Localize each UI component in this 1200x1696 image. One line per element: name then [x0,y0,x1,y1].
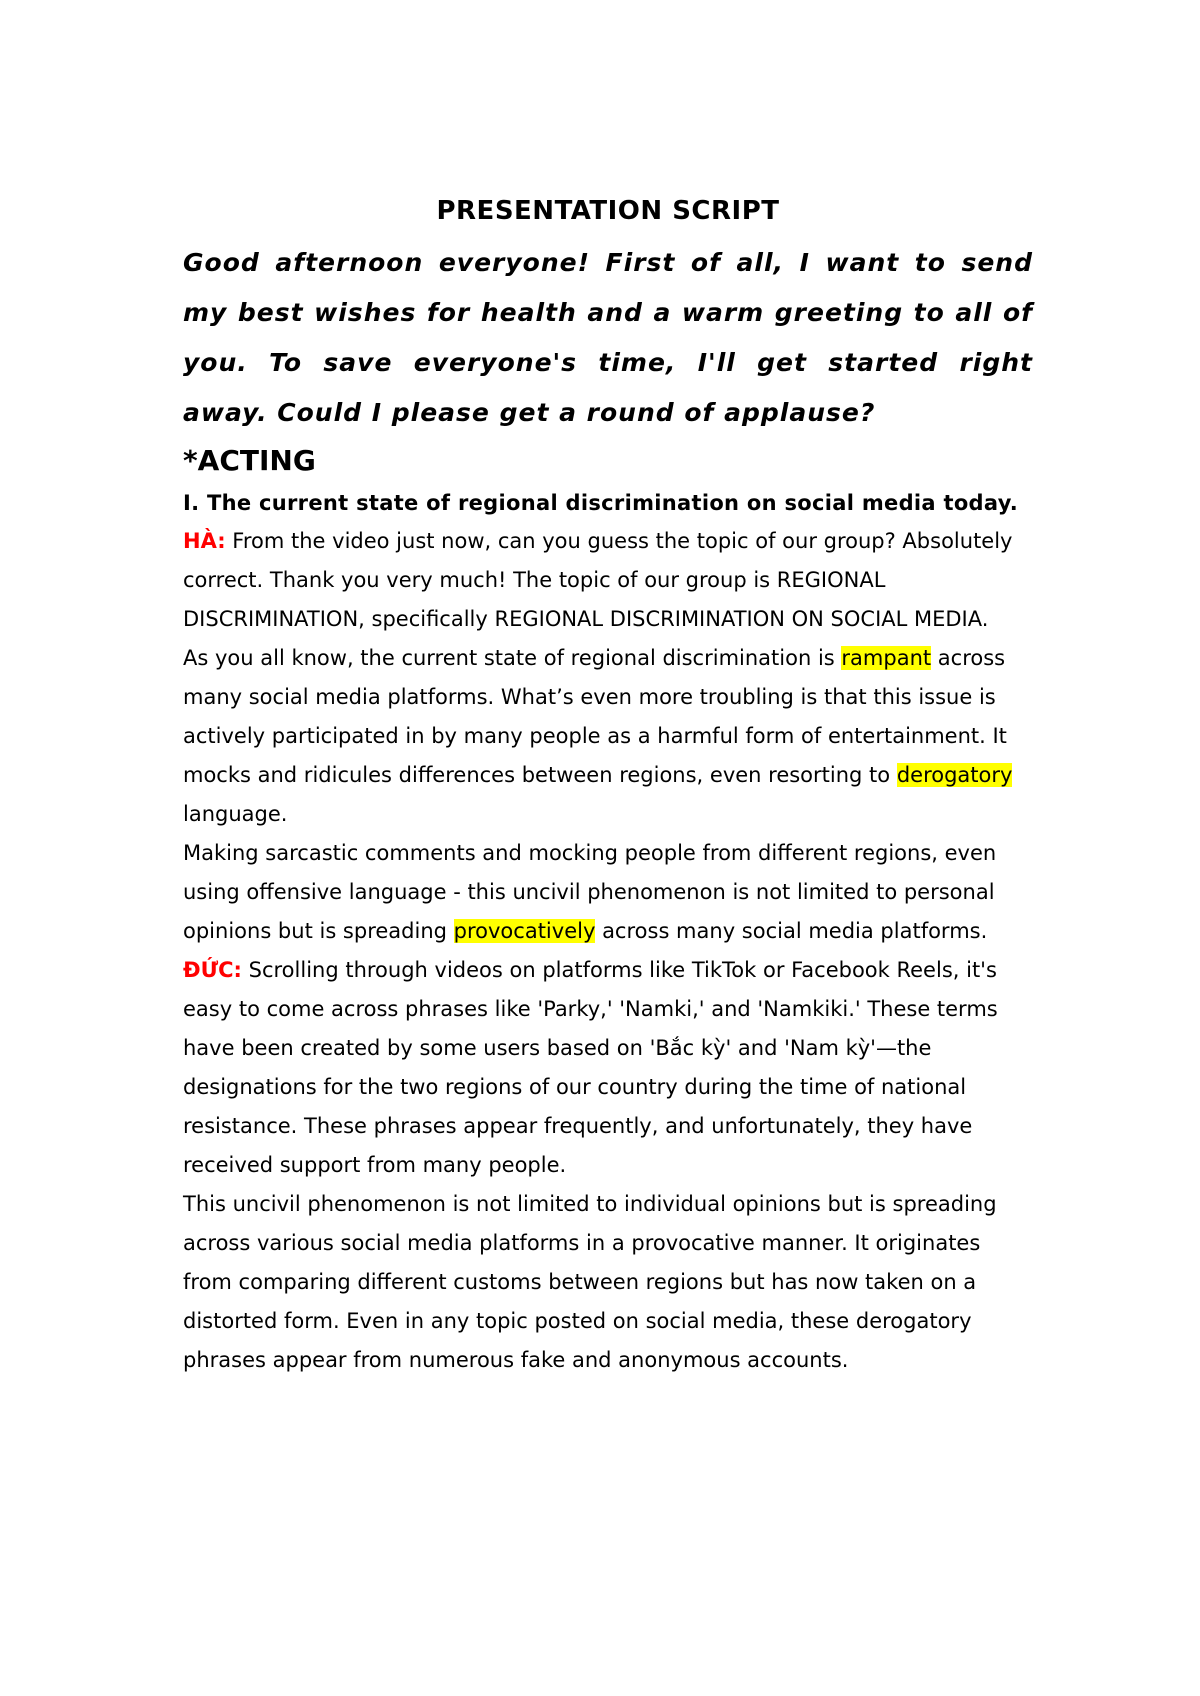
paragraph-text: across many social media platforms. [595,919,988,943]
paragraph-text: Making sarcastic comments and mocking people from different regions, even using offensive language - this uncivil phenomenon is not limited to personal opinions but is spreading [183,841,997,943]
paragraph-current-state [183,639,1033,834]
paragraph-text: As you all know, the current state of regional discrimination is [183,646,842,670]
highlighted-word-derogatory: derogatory [896,763,1013,787]
paragraph-text: From the video just now, can you guess the topic of our group? Absolutely correct. Thank you very much! The topic of our group is REGIONAL DISCRIMINATION, specifically REGIONAL DISCRIMINATION ON SOCIAL MEDIA. [183,529,1013,631]
acting-cue: *ACTING [183,444,316,477]
highlighted-word-provocatively: provocatively [453,919,596,943]
document-title: PRESENTATION SCRIPT [436,196,780,226]
paragraph-text: across many social media platforms. What’s even more troubling is that this issue is actively participated in by many people as a harmful form of entertainment. It mocks and ridicules differences between regions, even resorting to [183,646,1007,787]
speaker-label-duc: ĐỨC: [183,958,242,982]
highlighted-word-rampant: rampant [841,646,932,670]
document-body [183,191,1033,1380]
paragraph-text: Scrolling through videos on platforms like TikTok or Facebook Reels, it's easy to come across phrases like 'Parky,' 'Namki,' and 'Namkiki.' These terms have been created by some users based on 'Bắc kỳ' and 'Nam kỳ'—the designations for the two regions of our country during the time of national resistance. These phrases appear frequently, and unfortunately, they have received support from many people. [183,958,998,1177]
paragraph-duc-phrases [183,951,1033,1185]
paragraph-ha-intro [183,522,1033,639]
paragraph-text: language. [183,802,288,826]
paragraph-sarcastic-comments [183,834,1033,951]
speaker-label-ha: HÀ: [183,529,226,553]
section-heading-1: I. The current state of regional discrimination on social media today. [183,491,1019,515]
intro-paragraph: Good afternoon everyone! First of all, I want to send my best wishes for health and a warm greeting to all of you. To save everyone's time, I'll get started right away. Could I please get a round of applause? [183,248,1033,427]
paragraph-uncivil-phenomenon: This uncivil phenomenon is not limited to individual opinions but is spreading across various social media platforms in a provocative manner. It originates from comparing different customs between regions but has now taken on a distorted form. Even in any topic posted on social media, these derogatory phrases appear from numerous fake and anonymous accounts. [183,1192,997,1372]
